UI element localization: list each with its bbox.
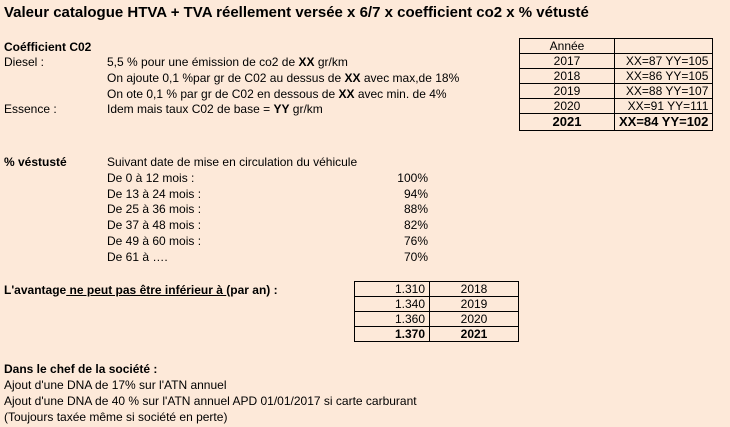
coef-line-1-a: 5,5 % pour une émission de co2 de	[107, 55, 299, 69]
vetuste-label: De 37 à 48 mois :	[107, 218, 202, 232]
coef-line-3-c: avec min. de 4%	[354, 87, 447, 101]
vetuste-pct: 82%	[403, 218, 428, 232]
table-row	[520, 54, 713, 69]
annee-value-cell: XX=87 YY=105	[615, 54, 713, 69]
page-title: Valeur catalogue HTVA + TVA réellement versée x 6/7 x coefficient co2 x % vétusté	[4, 4, 589, 21]
table-row	[355, 282, 519, 297]
vetuste-label: De 49 à 60 mois :	[107, 234, 202, 248]
coef-line-1-c: gr/km	[314, 55, 348, 69]
coef-line-3	[107, 87, 447, 101]
min-amount-cell: 1.370	[355, 327, 430, 342]
vetuste-heading: % véstusté	[4, 155, 67, 169]
annee-year-cell: 2019	[520, 84, 615, 99]
societe-line-2: Ajout d'une DNA de 40 % sur l'ATN annuel APD 01/01/2017 si carte carburant	[4, 394, 417, 408]
annee-table	[519, 38, 713, 131]
avantage-text-a: L'avantage	[4, 283, 67, 297]
annee-year-cell: 2018	[520, 69, 615, 84]
annee-year-cell: 2021	[520, 114, 615, 131]
essence-line-b: YY	[273, 102, 290, 116]
avantage-text-c: (par an) :	[226, 283, 278, 297]
table-row	[520, 99, 713, 114]
vetuste-pct: 76%	[403, 234, 428, 248]
min-year-cell: 2018	[430, 282, 519, 297]
coef-line-3-b: XX	[338, 87, 355, 101]
annee-header-cell: Année	[520, 39, 615, 54]
annee-value-cell: XX=86 YY=105	[615, 69, 713, 84]
minimum-table	[354, 281, 519, 342]
annee-value-cell: XX=88 YY=107	[615, 84, 713, 99]
table-row	[520, 69, 713, 84]
vetuste-pct: 70%	[403, 250, 428, 264]
avantage-text	[4, 283, 278, 297]
coef-line-1	[107, 55, 348, 69]
coef-line-2	[107, 71, 459, 85]
annee-value-cell: XX=84 YY=102	[615, 114, 713, 131]
table-row	[355, 312, 519, 327]
annee-table-header-row	[520, 39, 713, 54]
avantage-text-b: ne peut pas être inférieur à	[66, 283, 227, 297]
min-amount-cell: 1.360	[355, 312, 430, 327]
essence-line	[107, 102, 323, 116]
min-year-cell: 2019	[430, 297, 519, 312]
vetuste-label: De 13 à 24 mois :	[107, 187, 202, 201]
societe-line-3: (Toujours taxée même si société en perte)	[4, 410, 228, 424]
societe-heading: Dans le chef de la société :	[4, 362, 158, 376]
diesel-label: Diesel :	[4, 55, 45, 69]
annee-value-cell: XX=91 YY=111	[615, 99, 713, 114]
min-amount-cell: 1.340	[355, 297, 430, 312]
coef-line-1-b: XX	[298, 55, 315, 69]
table-row	[355, 297, 519, 312]
annee-header-empty-cell	[615, 39, 713, 54]
table-row	[355, 327, 519, 342]
essence-line-c: gr/km	[289, 102, 323, 116]
table-row	[520, 84, 713, 99]
coef-heading: Coéfficient C02	[4, 40, 92, 54]
vetuste-pct: 94%	[403, 187, 428, 201]
essence-label: Essence :	[4, 102, 57, 116]
min-year-cell: 2020	[430, 312, 519, 327]
essence-line-a: Idem mais taux C02 de base =	[107, 102, 274, 116]
annee-year-cell: 2020	[520, 99, 615, 114]
societe-line-1: Ajout d'une DNA de 17% sur l'ATN annuel	[4, 378, 227, 392]
coef-line-2-a: On ajoute 0,1 %par gr de C02 au dessus de	[107, 71, 345, 85]
vetuste-label: De 0 à 12 mois :	[107, 171, 195, 185]
coef-line-2-b: XX	[344, 71, 361, 85]
annee-year-cell: 2017	[520, 54, 615, 69]
vetuste-label: De 61 à ….	[107, 250, 168, 264]
vetuste-pct: 88%	[403, 202, 428, 216]
coef-line-2-c: avec max,de 18%	[360, 71, 460, 85]
min-year-cell: 2021	[430, 327, 519, 342]
vetuste-label: De 25 à 36 mois :	[107, 202, 202, 216]
vetuste-pct: 100%	[397, 171, 428, 185]
min-amount-cell: 1.310	[355, 282, 430, 297]
table-row	[520, 114, 713, 131]
coef-line-3-a: On ote 0,1 % par gr de C02 en dessous de	[107, 87, 339, 101]
vetuste-intro: Suivant date de mise en circulation du véhicule	[107, 155, 358, 169]
